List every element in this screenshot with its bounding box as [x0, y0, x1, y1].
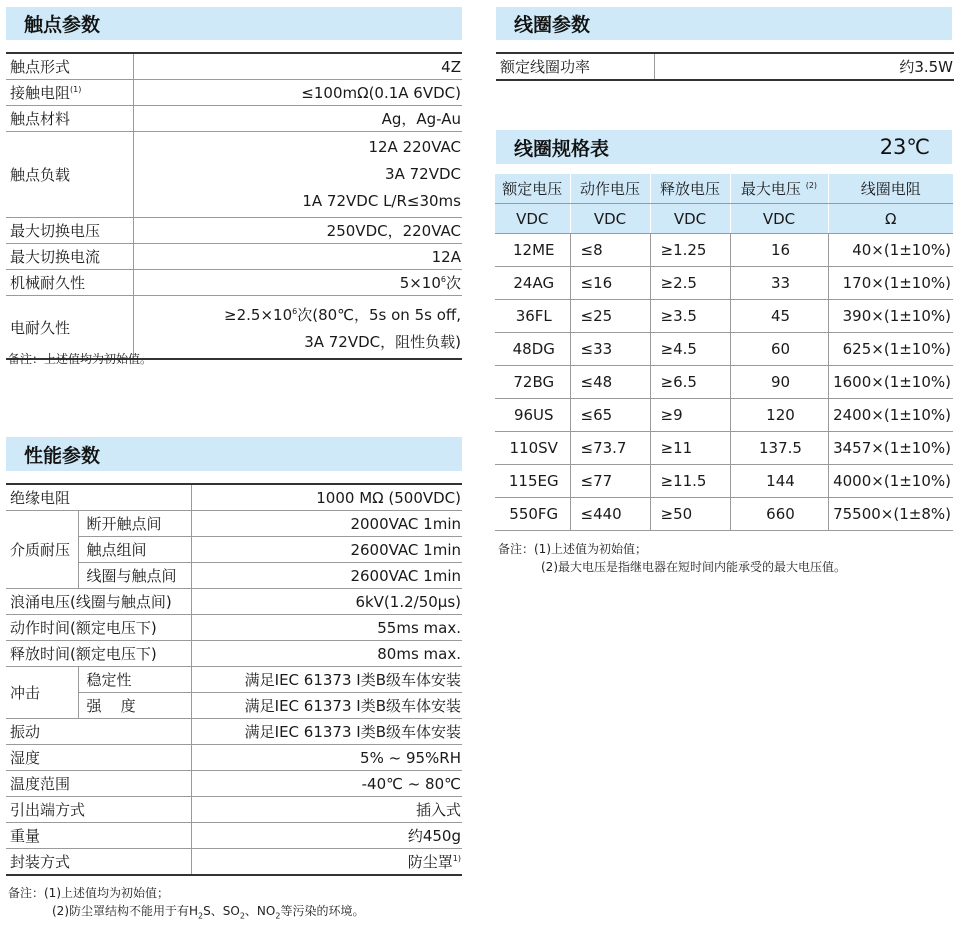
- table-row: [6, 641, 462, 667]
- table-cell: ≤440: [570, 498, 650, 531]
- table-cell: 3457×(1±10%): [828, 432, 953, 465]
- row-value: $5\times 10^6$次: [133, 270, 462, 296]
- table-cell: 390×(1±10%): [828, 300, 953, 333]
- table-row: [495, 333, 953, 366]
- row-value: 5% ~ 95%RH: [191, 745, 462, 771]
- table-cell: 45: [730, 300, 828, 333]
- table-cell: 36FL: [495, 300, 570, 333]
- row-label: 机械耐久性: [6, 270, 133, 296]
- row-label: 电耐久性: [6, 296, 133, 360]
- row-label: 冲击: [6, 667, 78, 719]
- table-cell: 115EG: [495, 465, 570, 498]
- row-value: 2600VAC 1min: [191, 563, 462, 589]
- table-row: [495, 234, 953, 267]
- row-label: 温度范围: [6, 771, 191, 797]
- table-cell: 72BG: [495, 366, 570, 399]
- table-cell: 48DG: [495, 333, 570, 366]
- row-label: 振动: [6, 719, 191, 745]
- contact-table: [6, 52, 462, 360]
- table-cell: ≤48: [570, 366, 650, 399]
- coil-spec-section-title: [496, 130, 952, 164]
- col-unit: VDC: [730, 204, 828, 234]
- sub-label: 触点组间: [78, 537, 191, 563]
- performance-note-1: 备注：(1)上述值均为初始值；: [8, 886, 169, 900]
- row-label: 湿度: [6, 745, 191, 771]
- table-cell: 120: [730, 399, 828, 432]
- table-cell: ≥2.5: [650, 267, 730, 300]
- row-value: 约450g: [191, 823, 462, 849]
- table-row: [6, 511, 462, 537]
- table-cell: ≥6.5: [650, 366, 730, 399]
- contact-title: 触点参数: [24, 14, 101, 36]
- table-cell: ≤8: [570, 234, 650, 267]
- coil-table: [496, 52, 954, 81]
- table-row: [6, 771, 462, 797]
- contact-section-title: [6, 7, 462, 40]
- row-label: 触点形式: [6, 53, 133, 80]
- table-row: [6, 849, 462, 876]
- row-label: 释放时间(额定电压下): [6, 641, 191, 667]
- row-label: 重量: [6, 823, 191, 849]
- col-header: 动作电压: [570, 174, 650, 204]
- row-value: ≤100mΩ(0.1A 6VDC): [133, 80, 462, 106]
- row-value: 约3.5W: [654, 53, 954, 80]
- table-cell: ≤25: [570, 300, 650, 333]
- table-row: [6, 823, 462, 849]
- row-value: 2600VAC 1min: [191, 537, 462, 563]
- sub-label: 强 度: [78, 693, 191, 719]
- table-cell: ≤73.7: [570, 432, 650, 465]
- table-row: [6, 270, 462, 296]
- row-label: 触点负载: [6, 132, 133, 218]
- table-row: [6, 484, 462, 511]
- table-row: [495, 300, 953, 333]
- col-header: 释放电压: [650, 174, 730, 204]
- sub-label: 断开触点间: [78, 511, 191, 537]
- col-header: 最大电压 $^{(2)}$: [730, 174, 828, 204]
- row-value: 防尘罩$^{1)}$: [191, 849, 462, 876]
- row-label: 触点材料: [6, 106, 133, 132]
- row-value: 80ms max.: [191, 641, 462, 667]
- table-cell: 4000×(1±10%): [828, 465, 953, 498]
- table-cell: 110SV: [495, 432, 570, 465]
- coil-spec-note-1: 备注：(1)上述值为初始值；: [498, 542, 647, 556]
- table-row: [6, 667, 462, 693]
- row-value: 4Z: [133, 53, 462, 80]
- table-cell: 33: [730, 267, 828, 300]
- table-row: [6, 745, 462, 771]
- table-cell: ≥11: [650, 432, 730, 465]
- table-cell: 660: [730, 498, 828, 531]
- col-unit: VDC: [650, 204, 730, 234]
- table-cell: 550FG: [495, 498, 570, 531]
- table-cell: 16: [730, 234, 828, 267]
- table-cell: 90: [730, 366, 828, 399]
- table-cell: 60: [730, 333, 828, 366]
- row-label: 封装方式: [6, 849, 191, 876]
- table-row: [496, 53, 954, 80]
- row-value: 12A: [133, 244, 462, 270]
- row-value: 12A 220VAC 3A 72VDC 1A 72VDC L/R≤30ms: [133, 132, 462, 218]
- row-value: 1000 MΩ (500VDC): [191, 484, 462, 511]
- row-value: $\ge 2.5\times 10^6$次(80℃，5s on 5s off, 3A 72VDC，阻性负载): [133, 296, 462, 360]
- table-cell: 96US: [495, 399, 570, 432]
- row-label: 引出端方式: [6, 797, 191, 823]
- col-unit: VDC: [495, 204, 570, 234]
- row-label: 浪涌电压(线圈与触点间): [6, 589, 191, 615]
- row-value: 2000VAC 1min: [191, 511, 462, 537]
- row-value: -40℃ ~ 80℃: [191, 771, 462, 797]
- row-label: 接触电阻$^{(1)}$: [6, 80, 133, 106]
- table-cell: 24AG: [495, 267, 570, 300]
- table-cell: ≤77: [570, 465, 650, 498]
- table-cell: 144: [730, 465, 828, 498]
- row-value: 满足IEC 61373 I类B级车体安装: [191, 693, 462, 719]
- table-row: [6, 719, 462, 745]
- performance-table: [6, 483, 462, 876]
- table-cell: 1600×(1±10%): [828, 366, 953, 399]
- table-row: [495, 498, 953, 531]
- col-header: 额定电压: [495, 174, 570, 204]
- col-header: 线圈电阻: [828, 174, 953, 204]
- row-label: 最大切换电流: [6, 244, 133, 270]
- col-unit: Ω: [828, 204, 953, 234]
- coil-spec-note-2: (2)最大电压是指继电器在短时间内能承受的最大电压值。: [541, 560, 847, 574]
- table-cell: ≥4.5: [650, 333, 730, 366]
- table-cell: 2400×(1±10%): [828, 399, 953, 432]
- table-cell: 170×(1±10%): [828, 267, 953, 300]
- coil-section-title: [496, 7, 952, 40]
- performance-section-title: [6, 437, 462, 471]
- table-row: [6, 797, 462, 823]
- table-row: [6, 218, 462, 244]
- table-row: [6, 589, 462, 615]
- row-label: 介质耐压: [6, 511, 78, 589]
- table-cell: 12ME: [495, 234, 570, 267]
- table-cell: 625×(1±10%): [828, 333, 953, 366]
- performance-note-2: (2)防尘罩结构不能用于有$H_2S$、$SO_2$、$NO_2$等污染的环境。: [52, 904, 365, 921]
- table-row: [495, 399, 953, 432]
- sub-label: 线圈与触点间: [78, 563, 191, 589]
- row-value: 满足IEC 61373 I类B级车体安装: [191, 719, 462, 745]
- coil-title: 线圈参数: [514, 14, 591, 36]
- table-cell: ≥1.25: [650, 234, 730, 267]
- table-cell: ≤65: [570, 399, 650, 432]
- row-value: 插入式: [191, 797, 462, 823]
- row-value: 250VDC，220VAC: [133, 218, 462, 244]
- coil-spec-temp: 23℃: [879, 135, 930, 159]
- table-header-row: [495, 174, 953, 204]
- contact-note: 备注：上述值均为初始值。: [8, 352, 153, 366]
- row-label: 额定线圈功率: [496, 53, 654, 80]
- col-unit: VDC: [570, 204, 650, 234]
- coil-spec-table: [495, 174, 953, 531]
- performance-title: 性能参数: [24, 444, 101, 467]
- table-cell: ≥3.5: [650, 300, 730, 333]
- table-cell: 75500×(1±8%): [828, 498, 953, 531]
- table-row: [495, 267, 953, 300]
- row-label: 绝缘电阻: [6, 484, 191, 511]
- table-cell: ≤33: [570, 333, 650, 366]
- table-row: [495, 366, 953, 399]
- table-row: [495, 465, 953, 498]
- table-row: [6, 53, 462, 80]
- table-cell: ≤16: [570, 267, 650, 300]
- table-cell: 40×(1±10%): [828, 234, 953, 267]
- table-row: [495, 432, 953, 465]
- table-row: [6, 244, 462, 270]
- row-value: 6kV(1.2/50μs): [191, 589, 462, 615]
- row-label: 最大切换电压: [6, 218, 133, 244]
- table-cell: ≥50: [650, 498, 730, 531]
- table-cell: 137.5: [730, 432, 828, 465]
- row-value: 55ms max.: [191, 615, 462, 641]
- table-header-row: [495, 204, 953, 234]
- row-value: Ag，Ag-Au: [133, 106, 462, 132]
- table-row: [6, 615, 462, 641]
- table-cell: ≥9: [650, 399, 730, 432]
- table-row: [6, 132, 462, 218]
- table-row: [6, 106, 462, 132]
- table-row: [6, 80, 462, 106]
- row-label: 动作时间(额定电压下): [6, 615, 191, 641]
- table-cell: ≥11.5: [650, 465, 730, 498]
- sub-label: 稳定性: [78, 667, 191, 693]
- row-value: 满足IEC 61373 I类B级车体安装: [191, 667, 462, 693]
- coil-spec-title: 线圈规格表: [514, 137, 610, 160]
